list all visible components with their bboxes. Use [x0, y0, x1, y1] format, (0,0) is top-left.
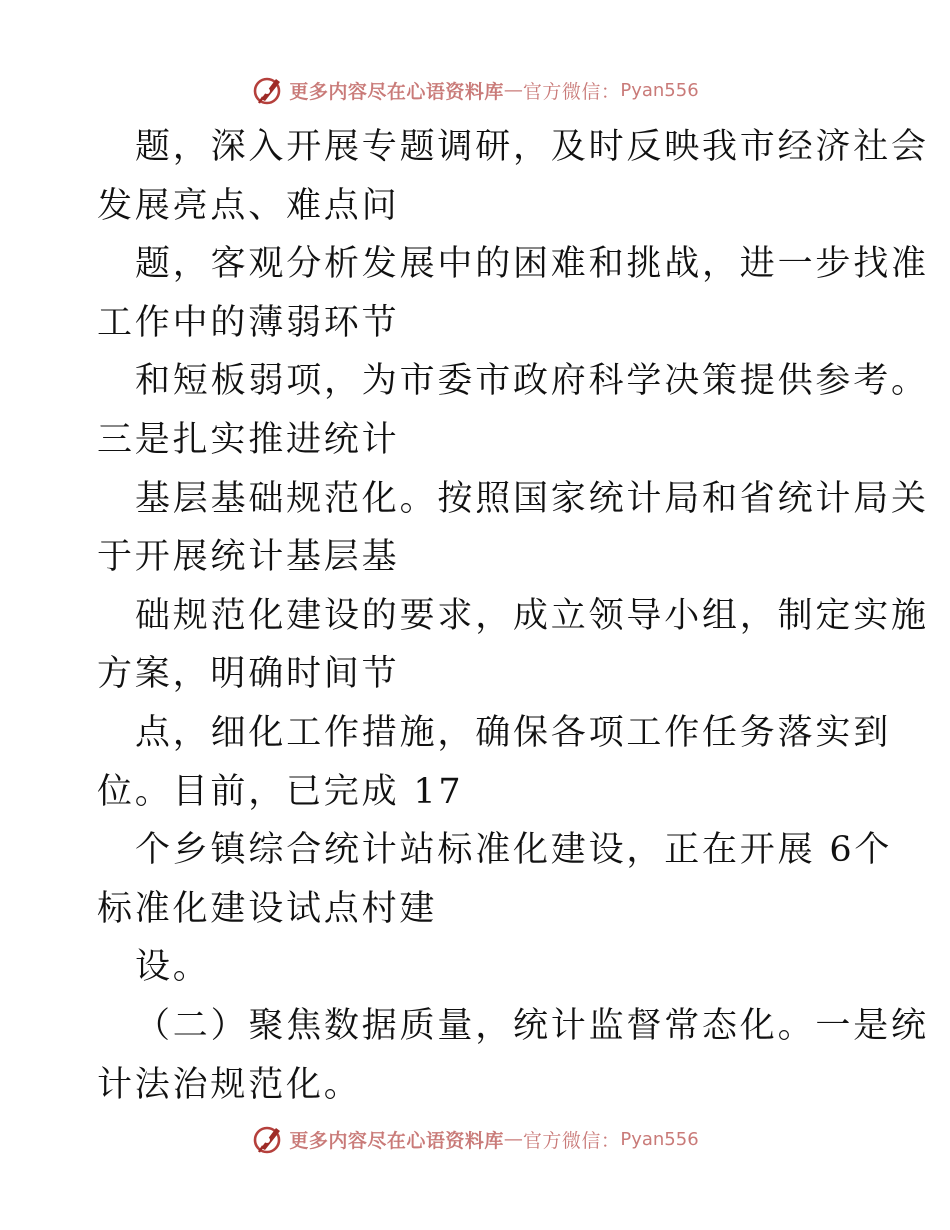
text-line: 于开展统计基层基 [97, 537, 400, 578]
header-wechat-id: Pyan556 [620, 79, 699, 101]
footer-banner-text: 更多内容尽在心语资料库 [289, 1129, 504, 1152]
document-body [97, 118, 929, 1114]
header-wechat-label: 官方微信： [522, 80, 621, 103]
text-line: 标准化建设试点村建 [97, 888, 438, 929]
text-line: 个乡镇综合统计站标准化建设，正在开展 6个 [135, 830, 893, 871]
header-banner-separator: — [503, 79, 523, 101]
text-line: 和短板弱项，为市委市政府科学决策提供参考。 [135, 361, 929, 402]
text-line: 点，细化工作措施，确保各项工作任务落实到 [135, 712, 892, 753]
text-line: （二）聚焦数据质量，统计监督常态化。一是统 [135, 1005, 929, 1046]
text-line: 础规范化建设的要求，成立领导小组，制定实施 [135, 595, 929, 636]
text-line: 发展亮点、难点问 [97, 185, 400, 226]
quill-pen-logo-icon [251, 1122, 285, 1156]
footer-wechat-id: Pyan556 [620, 1128, 699, 1150]
quill-pen-logo-icon [251, 73, 285, 107]
header-banner [0, 72, 950, 108]
text-line: 基层基础规范化。按照国家统计局和省统计局关 [135, 478, 929, 519]
text-line: 计法治规范化。 [97, 1064, 362, 1105]
footer-banner-separator: — [503, 1128, 523, 1150]
text-line: 三是扎实推进统计 [97, 419, 400, 460]
text-line: 设。 [135, 947, 211, 988]
text-line: 题，深入开展专题调研，及时反映我市经济社会 [135, 127, 929, 167]
footer-banner [0, 1121, 950, 1157]
text-line: 题，客观分析发展中的困难和挑战，进一步找准 [135, 244, 929, 285]
footer-wechat-label: 官方微信： [522, 1129, 621, 1152]
text-line: 方案，明确时间节 [97, 654, 400, 695]
text-line: 工作中的薄弱环节 [97, 302, 400, 343]
header-banner-text: 更多内容尽在心语资料库 [289, 80, 504, 103]
text-line: 位。目前，已完成 17 [97, 771, 464, 812]
